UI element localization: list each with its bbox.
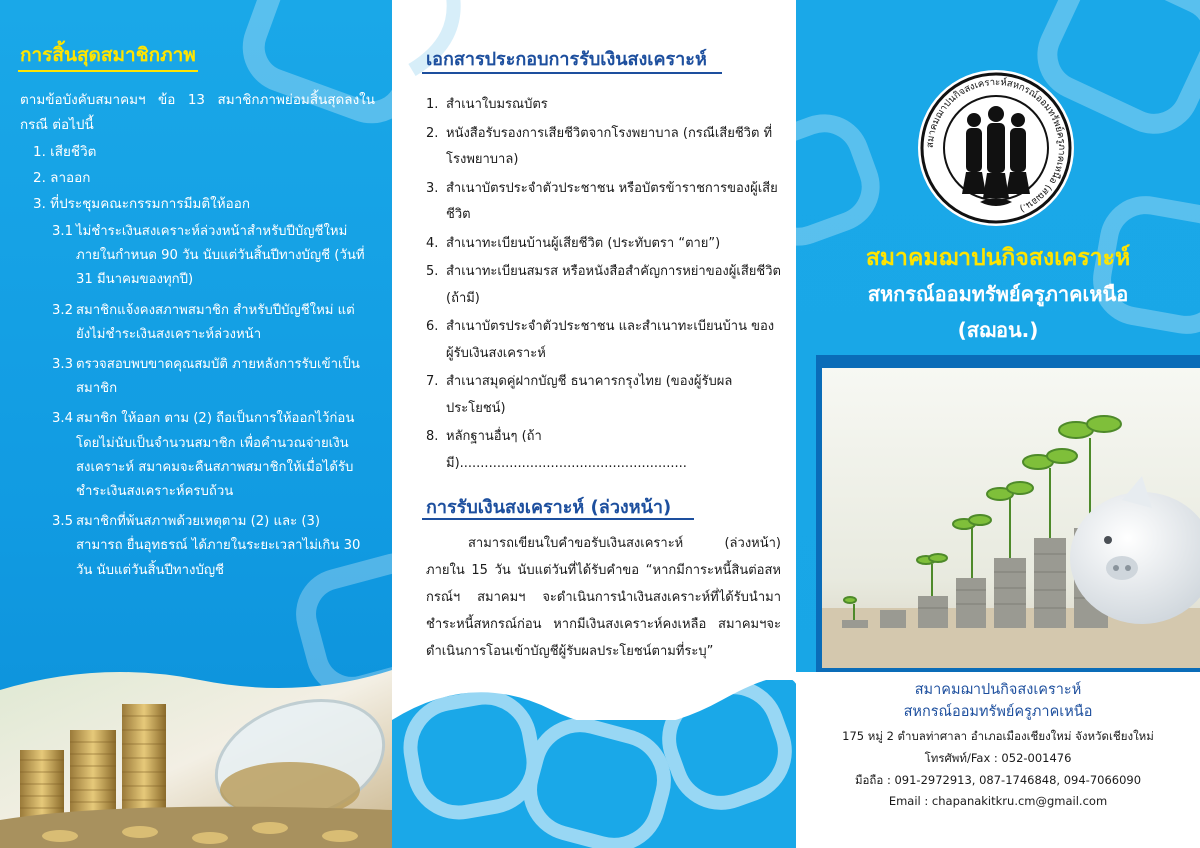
- contact-email: Email : chapanakitkru.cm@gmail.com: [888, 794, 1108, 808]
- piggy-bank-photo: [822, 368, 1200, 668]
- sublist-text: ตรวจสอบพบขาดคุณสมบัติ ภายหลังการรับเข้าเป็นสมาชิก: [76, 357, 360, 397]
- logo-ring-text: สมาคมฌาปนกิจสงเคราะห์สหกรณ์ออมทรัพย์ครูภาคเหนือ (สฌอน.): [924, 76, 1068, 215]
- advance-paragraph: สามารถเขียนใบคำขอรับเงินสงเคราะห์ (ล่วงหน้า) ภายใน 15 วัน นับแต่วันที่ได้รับคำขอ “หากมีการะหนี้สินต่อสหกรณ์ฯ สมาคมฯ จะดำเนินการนำเงินสงเคราะห์ที่ได้รับนำมาชำระหนี้สหกรณ์ก่อน หากมีเงินสงเคราะห์คงเหลือ สมาคมฯจะดำเนินการโอนเข้าบัญชีผู้รับผลประโยชน์ตามที่ระบุ”: [426, 536, 781, 659]
- list-text: สำเนาใบมรณบัตร: [446, 97, 548, 112]
- list-item: [426, 92, 781, 119]
- sublist-item: [52, 353, 367, 401]
- list-text: สำเนาทะเบียนบ้านผู้เสียชีวิต (ประทับตรา “ตาย”): [446, 235, 721, 251]
- contact-org-name: สมาคมฌาปนกิจสงเคราะห์: [914, 682, 1082, 698]
- title-underline: [422, 518, 694, 520]
- list-number: 4.: [426, 235, 439, 251]
- termination-list: [33, 140, 373, 218]
- list-number: 8.: [426, 429, 439, 444]
- contact-mobile: มือถือ : 091-2972913, 087-1746848, 094-7066090: [854, 773, 1142, 787]
- list-item: [426, 314, 781, 367]
- list-text: หลักฐานอื่นๆ (ถ้ามี).......................................................: [446, 429, 687, 471]
- title-underline: [422, 72, 722, 74]
- list-item: [426, 176, 781, 229]
- sublist-item: [52, 407, 367, 504]
- piggy-bank-illustration: [822, 368, 1200, 668]
- decorative-waves: [392, 680, 796, 848]
- list-number: 6.: [426, 319, 439, 334]
- list-item: [426, 121, 781, 174]
- list-text: สำเนาบัตรประจำตัวประชาชน และสำเนาทะเบียนบ้าน ของผู้รับเงินสงเคราะห์: [446, 319, 775, 361]
- sublist-text: สมาชิกแจ้งคงสภาพสมาชิก สำหรับปีบัญชีใหม่ แต่ยังไม่ชำระเงินสงเคราะห์ล่วงหน้า: [76, 302, 355, 342]
- decorative-ring: [796, 101, 893, 258]
- list-number: 3.: [426, 180, 439, 196]
- list-item: [426, 259, 781, 312]
- contact-address: 175 หมู่ 2 ตำบลท่าศาลา อำเภอเมืองเชียงใหม่ จังหวัดเชียงใหม่: [842, 729, 1154, 743]
- association-logo: [916, 68, 1076, 228]
- list-number: 7.: [426, 374, 439, 389]
- list-item: 1. เสียชีวิต: [33, 144, 97, 160]
- sublist-number: 3.4: [52, 411, 73, 427]
- sublist-number: 3.1: [52, 224, 73, 239]
- documents-list: [426, 92, 781, 479]
- list-text: สำเนาทะเบียนสมรส หรือหนังสือสำคัญการหย่าของผู้เสียชีวิต (ถ้ามี): [446, 264, 781, 306]
- sublist-item: [52, 220, 367, 293]
- intro-paragraph: ตามข้อบังคับสมาคมฯ ข้อ 13 สมาชิกภาพย่อมสิ้นสุดลงในกรณี ต่อไปนี้: [20, 92, 375, 133]
- section-title: การสิ้นสุดสมาชิกภาพ: [20, 44, 196, 66]
- section-title: เอกสารประกอบการรับเงินสงเคราะห์: [426, 49, 707, 70]
- list-item: 3. ที่ประชุมคณะกรรมการมีมติให้ออก: [33, 196, 251, 212]
- sublist-number: 3.2: [52, 302, 73, 318]
- panel-cover: [796, 0, 1200, 848]
- org-name-line2: สหกรณ์ออมทรัพย์ครูภาคเหนือ: [867, 282, 1129, 306]
- list-number: 2.: [426, 125, 439, 141]
- sublist-text: สมาชิกที่พ้นสภาพด้วยเหตุตาม (2) และ (3) สามารถ ยื่นอุทธรณ์ ได้ภายในระยะเวลาไม่เกิน 30 วัน นับแต่วันสิ้นปีทางบัญชี: [76, 514, 361, 578]
- org-abbreviation: (สฌอน.): [957, 318, 1039, 342]
- sublist-item: [52, 510, 367, 583]
- list-item: [426, 424, 781, 477]
- contact-org-subname: สหกรณ์ออมทรัพย์ครูภาคเหนือ: [903, 704, 1093, 720]
- list-item: 2. ลาออก: [33, 170, 91, 186]
- section-title: การรับเงินสงเคราะห์ (ล่วงหน้า): [426, 497, 672, 518]
- sublist-item: [52, 299, 367, 347]
- sublist-text: ไม่ชำระเงินสงเคราะห์ล่วงหน้าสำหรับปีบัญชีใหม่ ภายในกำหนด 90 วัน นับแต่วันสิ้นปีทางบัญชี (วันที่ 31 มีนาคมของทุกปี): [76, 224, 365, 288]
- coins-jar-photo: [0, 660, 392, 848]
- list-text: สำเนาสมุดคู่ฝากบัญชี ธนาคารกรุงไทย (ของผู้รับผลประโยชน์): [446, 374, 733, 416]
- list-number: 5.: [426, 264, 439, 279]
- list-text: สำเนาบัตรประจำตัวประชาชน หรือบัตรข้าราชการของผู้เสียชีวิต: [446, 180, 778, 222]
- coins-jar-illustration: [0, 660, 392, 848]
- contact-phone: โทรศัพท์/Fax : 052-001476: [924, 751, 1072, 765]
- panel-membership-termination: [0, 0, 392, 848]
- termination-sublist: [52, 220, 367, 589]
- list-number: 1.: [426, 97, 439, 112]
- list-text: หนังสือรับรองการเสียชีวิตจากโรงพยาบาล (กรณีเสียชีวิต ที่โรงพยาบาล): [446, 125, 773, 167]
- title-underline: [18, 70, 198, 72]
- sublist-number: 3.3: [52, 357, 73, 373]
- sublist-text: สมาชิก ให้ออก ตาม (2) ถือเป็นการให้ออกไว้ก่อน โดยไม่นับเป็นจำนวนสมาชิก เพื่อคำนวณจ่ายเงินสงเคราะห์ สมาคมจะคืนสภาพสมาชิกให้เมื่อได้รับชำระเงินสงเคราะห์ครบถ้วน: [76, 411, 355, 500]
- contact-card: [796, 672, 1200, 848]
- list-item: [426, 231, 781, 258]
- panel-required-documents: [392, 0, 796, 848]
- sublist-number: 3.5: [52, 514, 73, 530]
- org-name-line1: สมาคมฌาปนกิจสงเคราะห์: [865, 245, 1131, 271]
- list-item: [426, 369, 781, 422]
